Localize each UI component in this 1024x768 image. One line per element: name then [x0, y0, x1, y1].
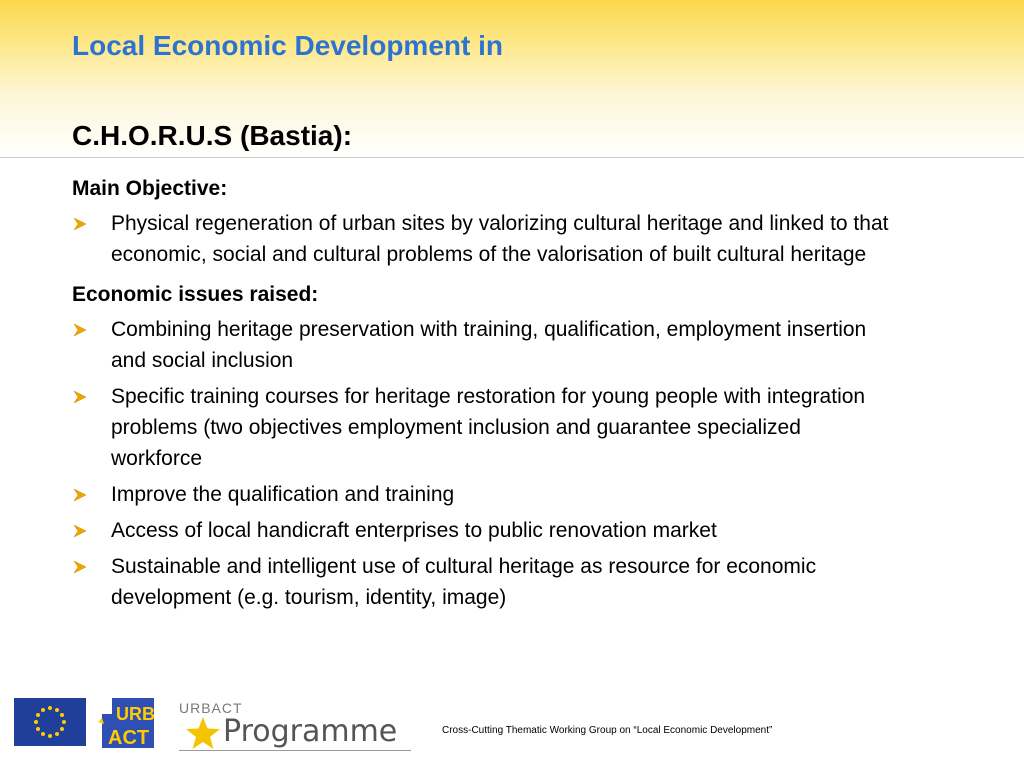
list-item	[72, 314, 892, 376]
arrowhead-bullet-icon	[73, 217, 87, 231]
arrowhead-bullet-icon	[73, 488, 87, 502]
svg-text:ACT: ACT	[108, 727, 150, 748]
programme-logo-urbact-label: URBACT	[179, 700, 243, 716]
list-item	[72, 208, 892, 270]
slide-content	[72, 174, 892, 613]
bullet-text: Sustainable and intelligent use of cultural heritage as resource for economic development (e.g. tourism, identity, image)	[111, 555, 817, 609]
list-item	[72, 479, 892, 510]
main-objective-list	[72, 208, 892, 270]
urbact-logo	[96, 692, 156, 748]
arrowhead-bullet-icon	[73, 390, 87, 404]
list-item	[72, 515, 892, 546]
programme-logo-underline	[179, 750, 411, 751]
list-item	[72, 551, 892, 613]
footer-note: Cross-Cutting Thematic Working Group on “Local Economic Development”	[442, 725, 773, 736]
bullet-text: Physical regeneration of urban sites by valorizing cultural heritage and linked to that economic, social and cultural problems of the valorisation of built cultural heritage	[111, 212, 889, 266]
list-item	[72, 381, 892, 474]
slide-subtitle: C.H.O.R.U.S (Bastia):	[72, 120, 353, 151]
eu-flag-icon	[14, 698, 86, 746]
economic-issues-list	[72, 314, 892, 613]
bullet-text: Improve the qualification and training	[111, 483, 455, 506]
arrowhead-bullet-icon	[73, 323, 87, 337]
header-divider	[0, 157, 1024, 158]
bullet-text: Combining heritage preservation with training, qualification, employment insertion and social inclusion	[111, 318, 867, 372]
slide-title: Local Economic Development in	[72, 30, 503, 61]
programme-logo-word: Programme	[223, 714, 398, 749]
urbact-programme-logo	[175, 694, 415, 754]
bullet-text: Access of local handicraft enterprises to public renovation market	[111, 519, 717, 542]
arrowhead-bullet-icon	[73, 524, 87, 538]
svg-text:URB: URB	[116, 704, 155, 724]
bullet-text: Specific training courses for heritage restoration for young people with integration problems (two objectives employment inclusion and guarantee specialized workforce	[111, 385, 866, 470]
star-icon	[185, 716, 221, 750]
footer	[0, 690, 1024, 768]
arrowhead-bullet-icon	[73, 560, 87, 574]
economic-issues-heading: Economic issues raised:	[72, 283, 319, 306]
main-objective-heading: Main Objective:	[72, 177, 228, 200]
